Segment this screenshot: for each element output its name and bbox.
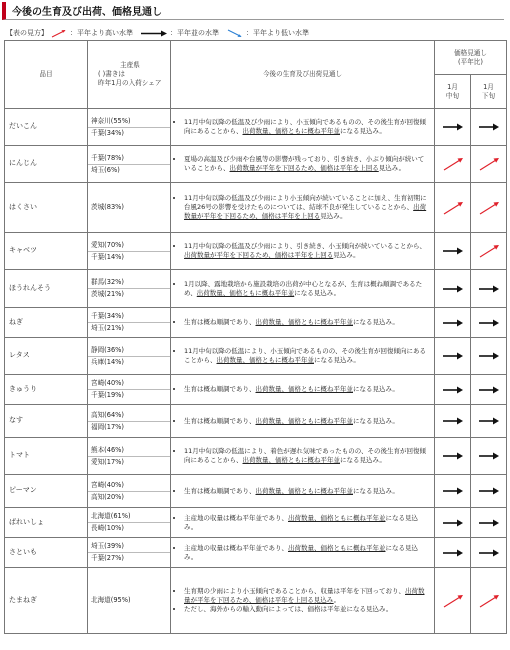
arrow-right-icon — [471, 383, 506, 397]
arrow-right-icon — [435, 349, 470, 363]
product-name: ピーマン — [5, 475, 88, 508]
outlook-text — [171, 270, 435, 308]
arrow-right-icon — [435, 383, 470, 397]
arrow-right-icon — [435, 516, 470, 530]
outlook-segment: になる見込み。 — [353, 318, 399, 327]
outlook-emphasis: 出荷数量、価格ともに概ね平年並 — [196, 288, 295, 297]
region-share: 高知(64%) — [91, 410, 124, 419]
arrow-right-icon — [471, 120, 506, 134]
outlook-bullet — [184, 385, 430, 394]
region-share: 埼玉(6%) — [88, 164, 170, 176]
outlook-bullet — [184, 487, 430, 496]
table-row — [5, 308, 507, 338]
arrow-right-icon — [141, 29, 167, 37]
arrow-up-right-icon — [435, 201, 470, 215]
region-share: 千葉(14%) — [88, 251, 170, 263]
header-jan-late — [471, 75, 507, 109]
header-region-l1: 主産県 — [120, 61, 140, 70]
arrow-right-icon — [471, 349, 506, 363]
header-region-l2: ( )書きは — [98, 70, 126, 79]
outlook-emphasis: 出荷数量、価格ともに概ね平年並 — [255, 486, 353, 495]
region-share: 福岡(17%) — [88, 421, 170, 433]
region-share: 埼玉(39%) — [91, 542, 124, 551]
table-row — [5, 270, 507, 308]
outlook-segment: 見込み。 — [378, 164, 406, 172]
region-share: 群馬(32%) — [91, 278, 124, 287]
region-share: 埼玉(21%) — [88, 322, 170, 334]
outlook-bullet — [184, 194, 430, 220]
table-row — [5, 438, 507, 475]
product-name: ほうれんそう — [5, 270, 88, 308]
table-row — [5, 375, 507, 405]
product-name: にんじん — [5, 146, 88, 183]
header-jan-late-month: 1月 — [483, 82, 494, 91]
legend-up-label: ：平年より高い水準 — [70, 29, 133, 37]
outlook-segment: になる見込み。 — [340, 456, 386, 464]
price-late-cell — [471, 233, 507, 270]
region-share: 千葉(34%) — [91, 312, 124, 321]
outlook-text — [171, 475, 435, 508]
header-jan-late-period: 下旬 — [481, 91, 496, 100]
region-share: 長崎(10%) — [88, 522, 170, 534]
price-late-cell — [471, 508, 507, 538]
outlook-text — [171, 538, 435, 568]
price-mid-cell — [435, 375, 471, 405]
outlook-bullet — [184, 155, 430, 173]
outlook-bullet — [184, 347, 430, 365]
product-name: なす — [5, 405, 88, 438]
outlook-emphasis: 出荷数量、価格ともに概ね平年並 — [255, 385, 353, 394]
outlook-bullet — [184, 318, 430, 327]
outlook-segment: になる見込み。 — [314, 356, 360, 364]
outlook-bullet — [184, 605, 430, 614]
outlook-text — [171, 568, 435, 634]
title-bar — [2, 2, 504, 20]
outlook-segment: 11月中旬以降の低温及び少雨により、小玉傾向であるものの、その後生育が回復傾向にあることから、 — [184, 118, 427, 135]
outlook-segment: 11月中旬以降の低温により、小玉傾向であるものの、その後生育が回復傾向にあることから、 — [184, 347, 427, 364]
price-mid-cell — [435, 538, 471, 568]
outlook-text — [171, 183, 435, 233]
outlook-segment: 見込み。 — [320, 211, 347, 220]
region-share: 愛知(17%) — [88, 456, 170, 468]
outlook-emphasis: 出荷数量が平年を下回るため、価格は平年を上回る見込み — [184, 587, 425, 605]
arrow-up-right-icon — [435, 594, 470, 608]
region-share: 熊本(46%) — [91, 445, 124, 454]
region-share: 静岡(36%) — [91, 345, 124, 354]
outlook-segment: になる見込み。 — [353, 486, 399, 495]
outlook-segment: 生育は概ね順調であり、 — [184, 416, 256, 425]
region-cell — [88, 568, 171, 634]
price-late-cell — [471, 475, 507, 508]
arrow-right-icon — [471, 282, 506, 296]
table-row — [5, 475, 507, 508]
price-mid-cell — [435, 338, 471, 375]
outlook-emphasis: 出荷数量が平年を下回るため、価格は平年を上回る — [229, 164, 379, 172]
arrow-right-icon — [435, 414, 470, 428]
table-row — [5, 405, 507, 438]
price-mid-cell — [435, 146, 471, 183]
price-mid-cell — [435, 475, 471, 508]
outlook-emphasis: 出荷数量が平年を下回るため、価格は平年を上回る — [184, 203, 427, 220]
arrow-right-icon — [435, 449, 470, 463]
region-share: 兵庫(14%) — [88, 356, 170, 368]
outlook-segment: 生育は概ね順調であり、 — [184, 318, 256, 327]
arrow-right-icon — [435, 546, 470, 560]
price-late-cell — [471, 438, 507, 475]
outlook-emphasis: 出荷数量、価格ともに概ね平年並 — [255, 318, 353, 327]
arrow-right-icon — [435, 316, 470, 330]
outlook-text — [171, 109, 435, 146]
price-mid-cell — [435, 308, 471, 338]
region-share: 千葉(27%) — [88, 552, 170, 564]
region-share: 高知(20%) — [88, 491, 170, 503]
arrow-right-icon — [471, 414, 506, 428]
outlook-emphasis: 出荷数量、価格ともに概ね平年並 — [288, 513, 386, 522]
outlook-segment: 主産地の収量は概ね平年並であり、 — [184, 543, 288, 552]
region-cell — [88, 233, 171, 270]
outlook-segment: 。 — [333, 596, 341, 605]
arrow-right-icon — [471, 316, 506, 330]
header-region-l3: 昨年1月の入荷シェア — [98, 78, 162, 87]
header-jan-mid-period: 中旬 — [445, 91, 460, 100]
product-name: トマト — [5, 438, 88, 475]
outlook-bullet — [184, 417, 430, 426]
outlook-text — [171, 146, 435, 183]
outlook-segment: ただし、海外からの輸入動向によっては、価格は平年並になる見込み。 — [184, 604, 393, 613]
header-price-unit: (平年比) — [458, 57, 483, 66]
outlook-text — [171, 405, 435, 438]
outlook-table — [4, 40, 507, 634]
outlook-bullet — [184, 242, 430, 260]
legend — [6, 28, 309, 38]
table-row — [5, 109, 507, 146]
product-name: はくさい — [5, 183, 88, 233]
region-share: 北海道(61%) — [91, 512, 131, 521]
outlook-text — [171, 375, 435, 405]
arrow-up-right-icon — [471, 244, 506, 258]
header-price — [435, 41, 507, 75]
arrow-right-icon — [471, 449, 506, 463]
outlook-segment: 夏場の高温及び少雨や台風等の影響が残っており、引き続き、小ぶり傾向が続いていることから、 — [184, 155, 425, 172]
header-product: 品目 — [5, 41, 88, 109]
outlook-bullet — [184, 514, 430, 532]
region-cell — [88, 508, 171, 538]
outlook-text — [171, 308, 435, 338]
table-row — [5, 338, 507, 375]
table-row — [5, 146, 507, 183]
outlook-segment: 生育は概ね順調であり、 — [184, 486, 256, 495]
region-share: 宮崎(40%) — [91, 480, 124, 489]
arrow-right-icon — [435, 244, 470, 258]
arrow-right-icon — [471, 484, 506, 498]
price-late-cell — [471, 338, 507, 375]
arrow-right-icon — [435, 282, 470, 296]
outlook-text — [171, 438, 435, 475]
region-cell — [88, 146, 171, 183]
outlook-emphasis: 出荷数量が平年を下回るため、価格は平年を上回る — [184, 251, 334, 259]
outlook-segment: 1月以降、露地栽培から施設栽培の出荷が中心となるが、生育は概ね順調であるため、 — [184, 279, 423, 297]
legend-flat-label: ：平年並の水準 — [170, 29, 219, 37]
price-mid-cell — [435, 183, 471, 233]
product-name: きゅうり — [5, 375, 88, 405]
region-share: 宮崎(40%) — [91, 379, 124, 388]
outlook-emphasis: 出荷数量、価格ともに概ね平年並 — [216, 356, 314, 364]
region-share: 北海道(95%) — [91, 596, 131, 605]
outlook-segment: 11月中旬以降の低温及び少雨により、引き続き、小玉傾向が続いていることから、 — [184, 242, 427, 251]
outlook-segment: になる見込み。 — [353, 385, 399, 394]
outlook-segment: になる見込み。 — [340, 127, 386, 135]
product-name: ばれいしょ — [5, 508, 88, 538]
outlook-text — [171, 233, 435, 270]
region-cell — [88, 308, 171, 338]
outlook-segment: になる見込み。 — [184, 543, 418, 561]
region-cell — [88, 270, 171, 308]
price-late-cell — [471, 146, 507, 183]
header-jan-mid — [435, 75, 471, 109]
region-cell — [88, 538, 171, 568]
arrow-up-right-icon — [471, 157, 506, 171]
price-mid-cell — [435, 405, 471, 438]
legend-prefix: 【表の見方】 — [6, 29, 48, 37]
outlook-emphasis: 出荷数量、価格ともに概ね平年並 — [255, 416, 353, 425]
outlook-segment: 生育期の少雨により小玉傾向であることから、収量は平年を下回っており、 — [184, 587, 405, 596]
region-cell — [88, 338, 171, 375]
outlook-segment: 11月中旬以降の低温により、着色が遅れ気味であったものの、その後生育が回復傾向にあることから、 — [184, 447, 426, 464]
header-region — [88, 41, 171, 109]
price-mid-cell — [435, 270, 471, 308]
region-share: 千葉(19%) — [88, 389, 170, 401]
region-share: 茨城(21%) — [88, 288, 170, 300]
price-mid-cell — [435, 438, 471, 475]
product-name: さといも — [5, 538, 88, 568]
region-share: 千葉(34%) — [88, 127, 170, 139]
price-late-cell — [471, 109, 507, 146]
outlook-emphasis: 出荷数量、価格ともに概ね平年並 — [242, 127, 340, 135]
table-row — [5, 508, 507, 538]
region-cell — [88, 475, 171, 508]
arrow-up-right-icon — [471, 201, 506, 215]
table-row — [5, 233, 507, 270]
outlook-bullet — [184, 544, 430, 562]
arrow-up-right-icon — [471, 594, 506, 608]
region-cell — [88, 405, 171, 438]
outlook-emphasis: 出荷数量、価格ともに概ね平年並 — [242, 456, 340, 464]
arrow-up-right-icon — [435, 157, 470, 171]
arrow-down-right-icon — [227, 29, 243, 38]
arrow-right-icon — [435, 484, 470, 498]
table-row — [5, 568, 507, 634]
outlook-segment: 11月中旬以降の低温及び少雨により小玉傾向が続いていることに加え、生育初期に台風26号の影響を受けたものについては、結球不良が発生していることから、 — [184, 194, 427, 212]
arrow-right-icon — [471, 546, 506, 560]
region-share: 愛知(70%) — [91, 240, 124, 249]
price-mid-cell — [435, 109, 471, 146]
outlook-segment: 生育は概ね順調であり、 — [184, 385, 256, 394]
outlook-bullet — [184, 280, 430, 298]
header-outlook: 今後の生育及び出荷見通し — [171, 41, 435, 109]
region-share: 茨城(83%) — [91, 203, 124, 212]
legend-down-label: ：平年より低い水準 — [246, 29, 309, 37]
price-late-cell — [471, 308, 507, 338]
outlook-emphasis: 出荷数量、価格ともに概ね平年並 — [288, 543, 386, 552]
header-price-title: 価格見通し — [454, 48, 487, 57]
region-share: 神奈川(55%) — [91, 116, 131, 125]
product-name: ねぎ — [5, 308, 88, 338]
outlook-bullet — [184, 587, 430, 605]
price-late-cell — [471, 375, 507, 405]
product-name: キャベツ — [5, 233, 88, 270]
price-mid-cell — [435, 233, 471, 270]
price-late-cell — [471, 405, 507, 438]
price-late-cell — [471, 183, 507, 233]
outlook-bullet — [184, 118, 430, 136]
header-jan-mid-month: 1月 — [447, 82, 458, 91]
product-name: だいこん — [5, 109, 88, 146]
price-mid-cell — [435, 508, 471, 538]
product-name: レタス — [5, 338, 88, 375]
price-mid-cell — [435, 568, 471, 634]
outlook-segment: になる見込み。 — [184, 513, 418, 531]
region-cell — [88, 375, 171, 405]
outlook-text — [171, 338, 435, 375]
table-row — [5, 538, 507, 568]
arrow-right-icon — [435, 120, 470, 134]
arrow-right-icon — [471, 516, 506, 530]
outlook-text — [171, 508, 435, 538]
region-cell — [88, 109, 171, 146]
outlook-segment: 見込み。 — [333, 251, 360, 259]
page-title: 今後の生育及び出荷、価格見通し — [12, 7, 162, 18]
table-row — [5, 183, 507, 233]
outlook-bullet — [184, 447, 430, 465]
product-name: たまねぎ — [5, 568, 88, 634]
price-late-cell — [471, 538, 507, 568]
outlook-segment: になる見込み。 — [353, 416, 399, 425]
region-cell — [88, 183, 171, 233]
outlook-segment: になる見込み。 — [294, 288, 341, 297]
region-share: 千葉(78%) — [91, 153, 124, 162]
outlook-segment: 主産地の収量は概ね平年並であり、 — [184, 513, 288, 522]
price-late-cell — [471, 568, 507, 634]
region-cell — [88, 438, 171, 475]
price-late-cell — [471, 270, 507, 308]
arrow-up-right-icon — [51, 29, 67, 38]
